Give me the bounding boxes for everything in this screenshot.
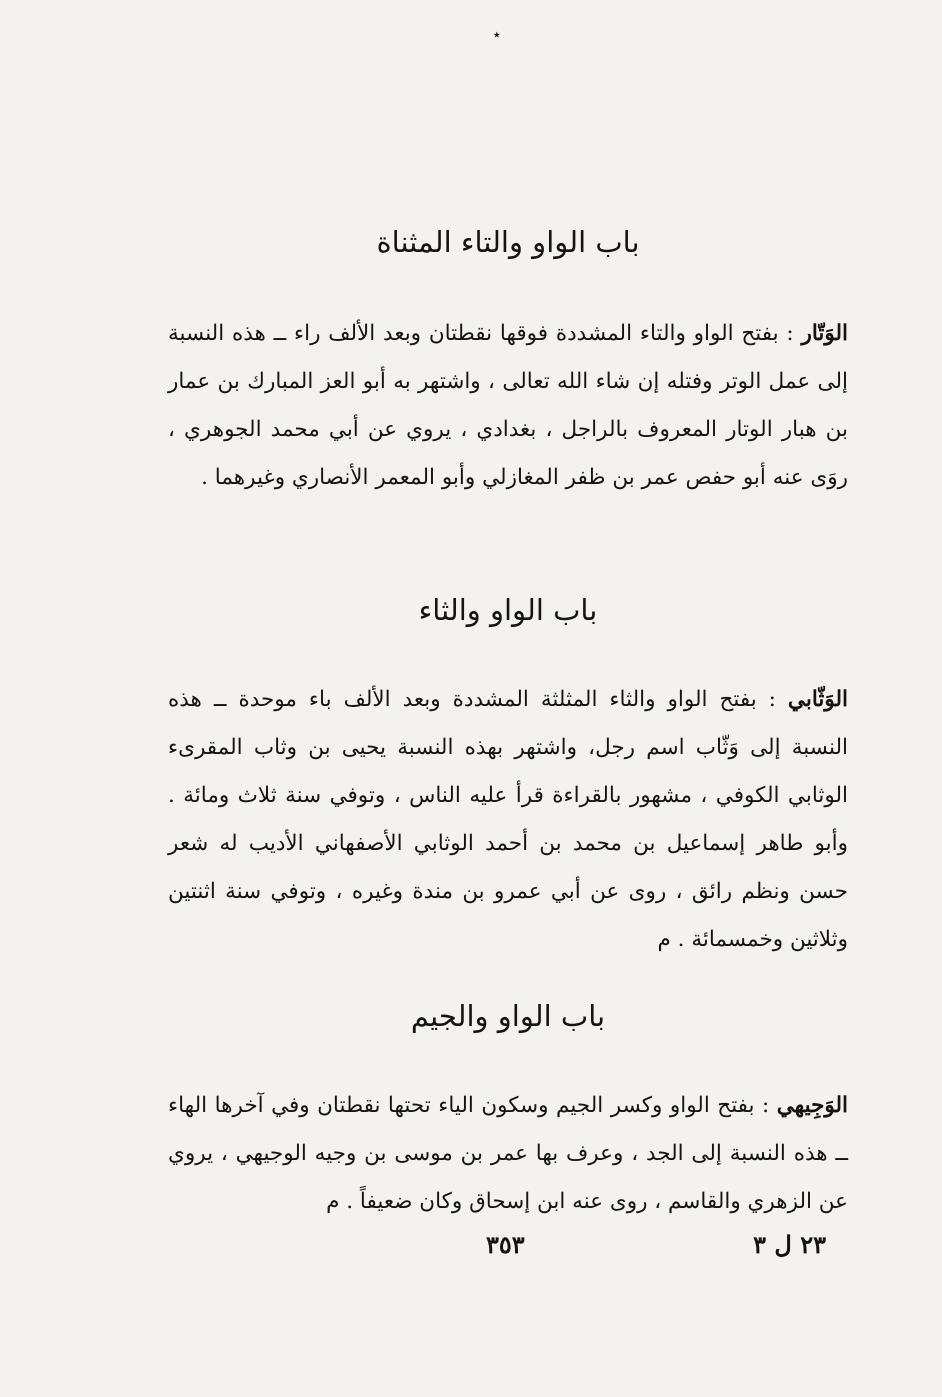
section-waw-jeem xyxy=(168,996,848,1226)
section-heading: باب الواو والتاء المثناة xyxy=(376,225,640,259)
top-ornament-mark: ٭ xyxy=(493,27,501,43)
entry-paragraph xyxy=(168,1082,848,1226)
entry-text: : بفتح الواو والثاء المثلثة المشددة وبعد الألف باء موحدة ــ هذه النسبة إلى وَثّاب اسم رجل، واشتهر بهذه النسبة يحيى بن وثاب المقرىء الوثابي الكوفي ، مشهور بالقراءة قرأ عليه الناس ، وتوفي سنة ثلاث ومائة . وأبو طاهر إسماعيل بن محمد بن أحمد الوثابي الأصفهاني الأديب له شعر حسن ونظم رائق ، روى عن أبي عمرو بن مندة وغيره ، وتوفي سنة اثنتين وثلاثين وخمسمائة . م xyxy=(168,687,848,952)
entry-paragraph xyxy=(168,676,848,964)
entry-paragraph xyxy=(168,310,848,502)
entry-text: : بفتح الواو والتاء المشددة فوقها نقطتان وبعد الألف راء ــ هذه النسبة إلى عمل الوتر وفتله إن شاء الله تعالى ، واشتهر به أبو العز المبارك بن عمار بن هبار الوتار المعروف بالراجل ، بغدادي ، يروي عن أبي محمد الجوهري ، روَى عنه أبو حفص عمر بن ظفر المغازلي وأبو المعمر الأنصاري وغيرهما . xyxy=(168,321,848,490)
page-footer xyxy=(168,1227,848,1263)
signature-mark: ٢٣ ل ٣ xyxy=(753,1230,826,1259)
entry-text: : بفتح الواو وكسر الجيم وسكون الياء تحتها نقطتان وفي آخرها الهاء ــ هذه النسبة إلى الجد ، وعرف بها عمر بن موسى بن وجيه الوجيهي ، يروي عن الزهري والقاسم ، روى عنه ابن إسحاق وكان ضعيفاً . م xyxy=(168,1093,848,1214)
section-waw-thaa xyxy=(168,590,848,964)
page-number: ٣٥٣ xyxy=(486,1230,525,1259)
entry-term: الوَثّابي xyxy=(787,687,848,712)
section-heading: باب الواو والجيم xyxy=(410,999,606,1033)
entry-term: الوَتّار xyxy=(801,321,848,346)
section-waw-taa xyxy=(168,222,848,502)
section-heading: باب الواو والثاء xyxy=(418,593,598,627)
entry-term: الوَجِيهي xyxy=(776,1093,848,1118)
